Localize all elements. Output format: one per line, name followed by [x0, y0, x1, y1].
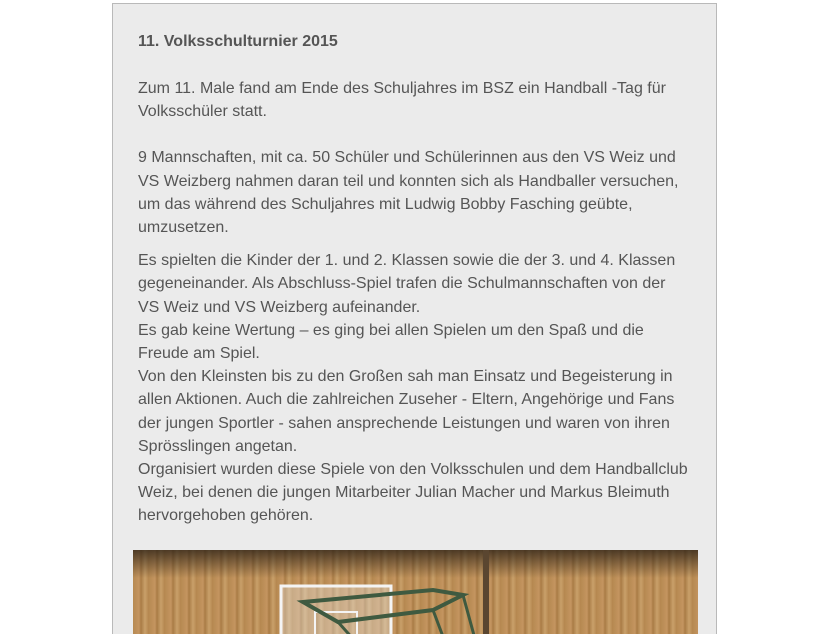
text-line: allen Aktionen. Auch die zahlreichen Zuseher - Eltern, Angehörige und Fans	[138, 391, 675, 409]
text-line: der jungen Sportler - sahen ansprechende Leistungen und waren von ihren	[138, 414, 670, 432]
text-line: Freude am Spiel.	[138, 345, 260, 363]
text-line: 9 Mannschaften, mit ca. 50 Schüler und Schülerinnen aus den VS Weiz und	[138, 149, 676, 167]
article-card	[112, 3, 717, 634]
text-line: Zum 11. Male fand am Ende des Schuljahres im BSZ ein Handball -Tag für	[138, 80, 666, 97]
text-line: hervorgehoben gehören.	[138, 507, 314, 525]
intro-paragraph	[138, 77, 708, 123]
teams-paragraph	[138, 146, 708, 239]
text-line: gegeneinander. Als Abschluss-Spiel trafen die Schulmannschaften von der	[138, 275, 666, 293]
text-line: Es spielten die Kinder der 1. und 2. Klassen sowie die der 3. und 4. Klassen	[138, 252, 676, 270]
text-line: Von den Kleinsten bis zu den Großen sah man Einsatz und Begeisterung in	[138, 368, 673, 386]
text-line: Sprösslingen angetan.	[138, 437, 298, 455]
text-line: Volksschüler statt.	[138, 103, 267, 121]
text-line: Es gab keine Wertung – es ging bei allen Spielen um den Spaß und die	[138, 321, 644, 339]
text-line: Organisiert wurden diese Spiele von den Volksschulen und dem Handballclub	[138, 461, 688, 479]
text-line: VS Weiz und VS Weizberg aufeinander.	[138, 298, 421, 316]
text-line: um das während des Schuljahres mit Ludwig Bobby Fasching geübte,	[138, 195, 633, 213]
basketball-hoop-icon	[133, 550, 698, 634]
text-line: VS Weizberg nahmen daran teil und konnten sich als Handballer versuchen,	[138, 172, 679, 190]
text-line: Weiz, bei denen die jungen Mitarbeiter Julian Macher und Markus Bleimuth	[138, 484, 670, 502]
article-title: 11. Volksschulturnier 2015	[138, 33, 338, 50]
gym-photo	[133, 550, 698, 634]
article-content	[138, 30, 708, 528]
text-line: umzusetzen.	[138, 219, 229, 237]
body-paragraph	[138, 249, 708, 527]
